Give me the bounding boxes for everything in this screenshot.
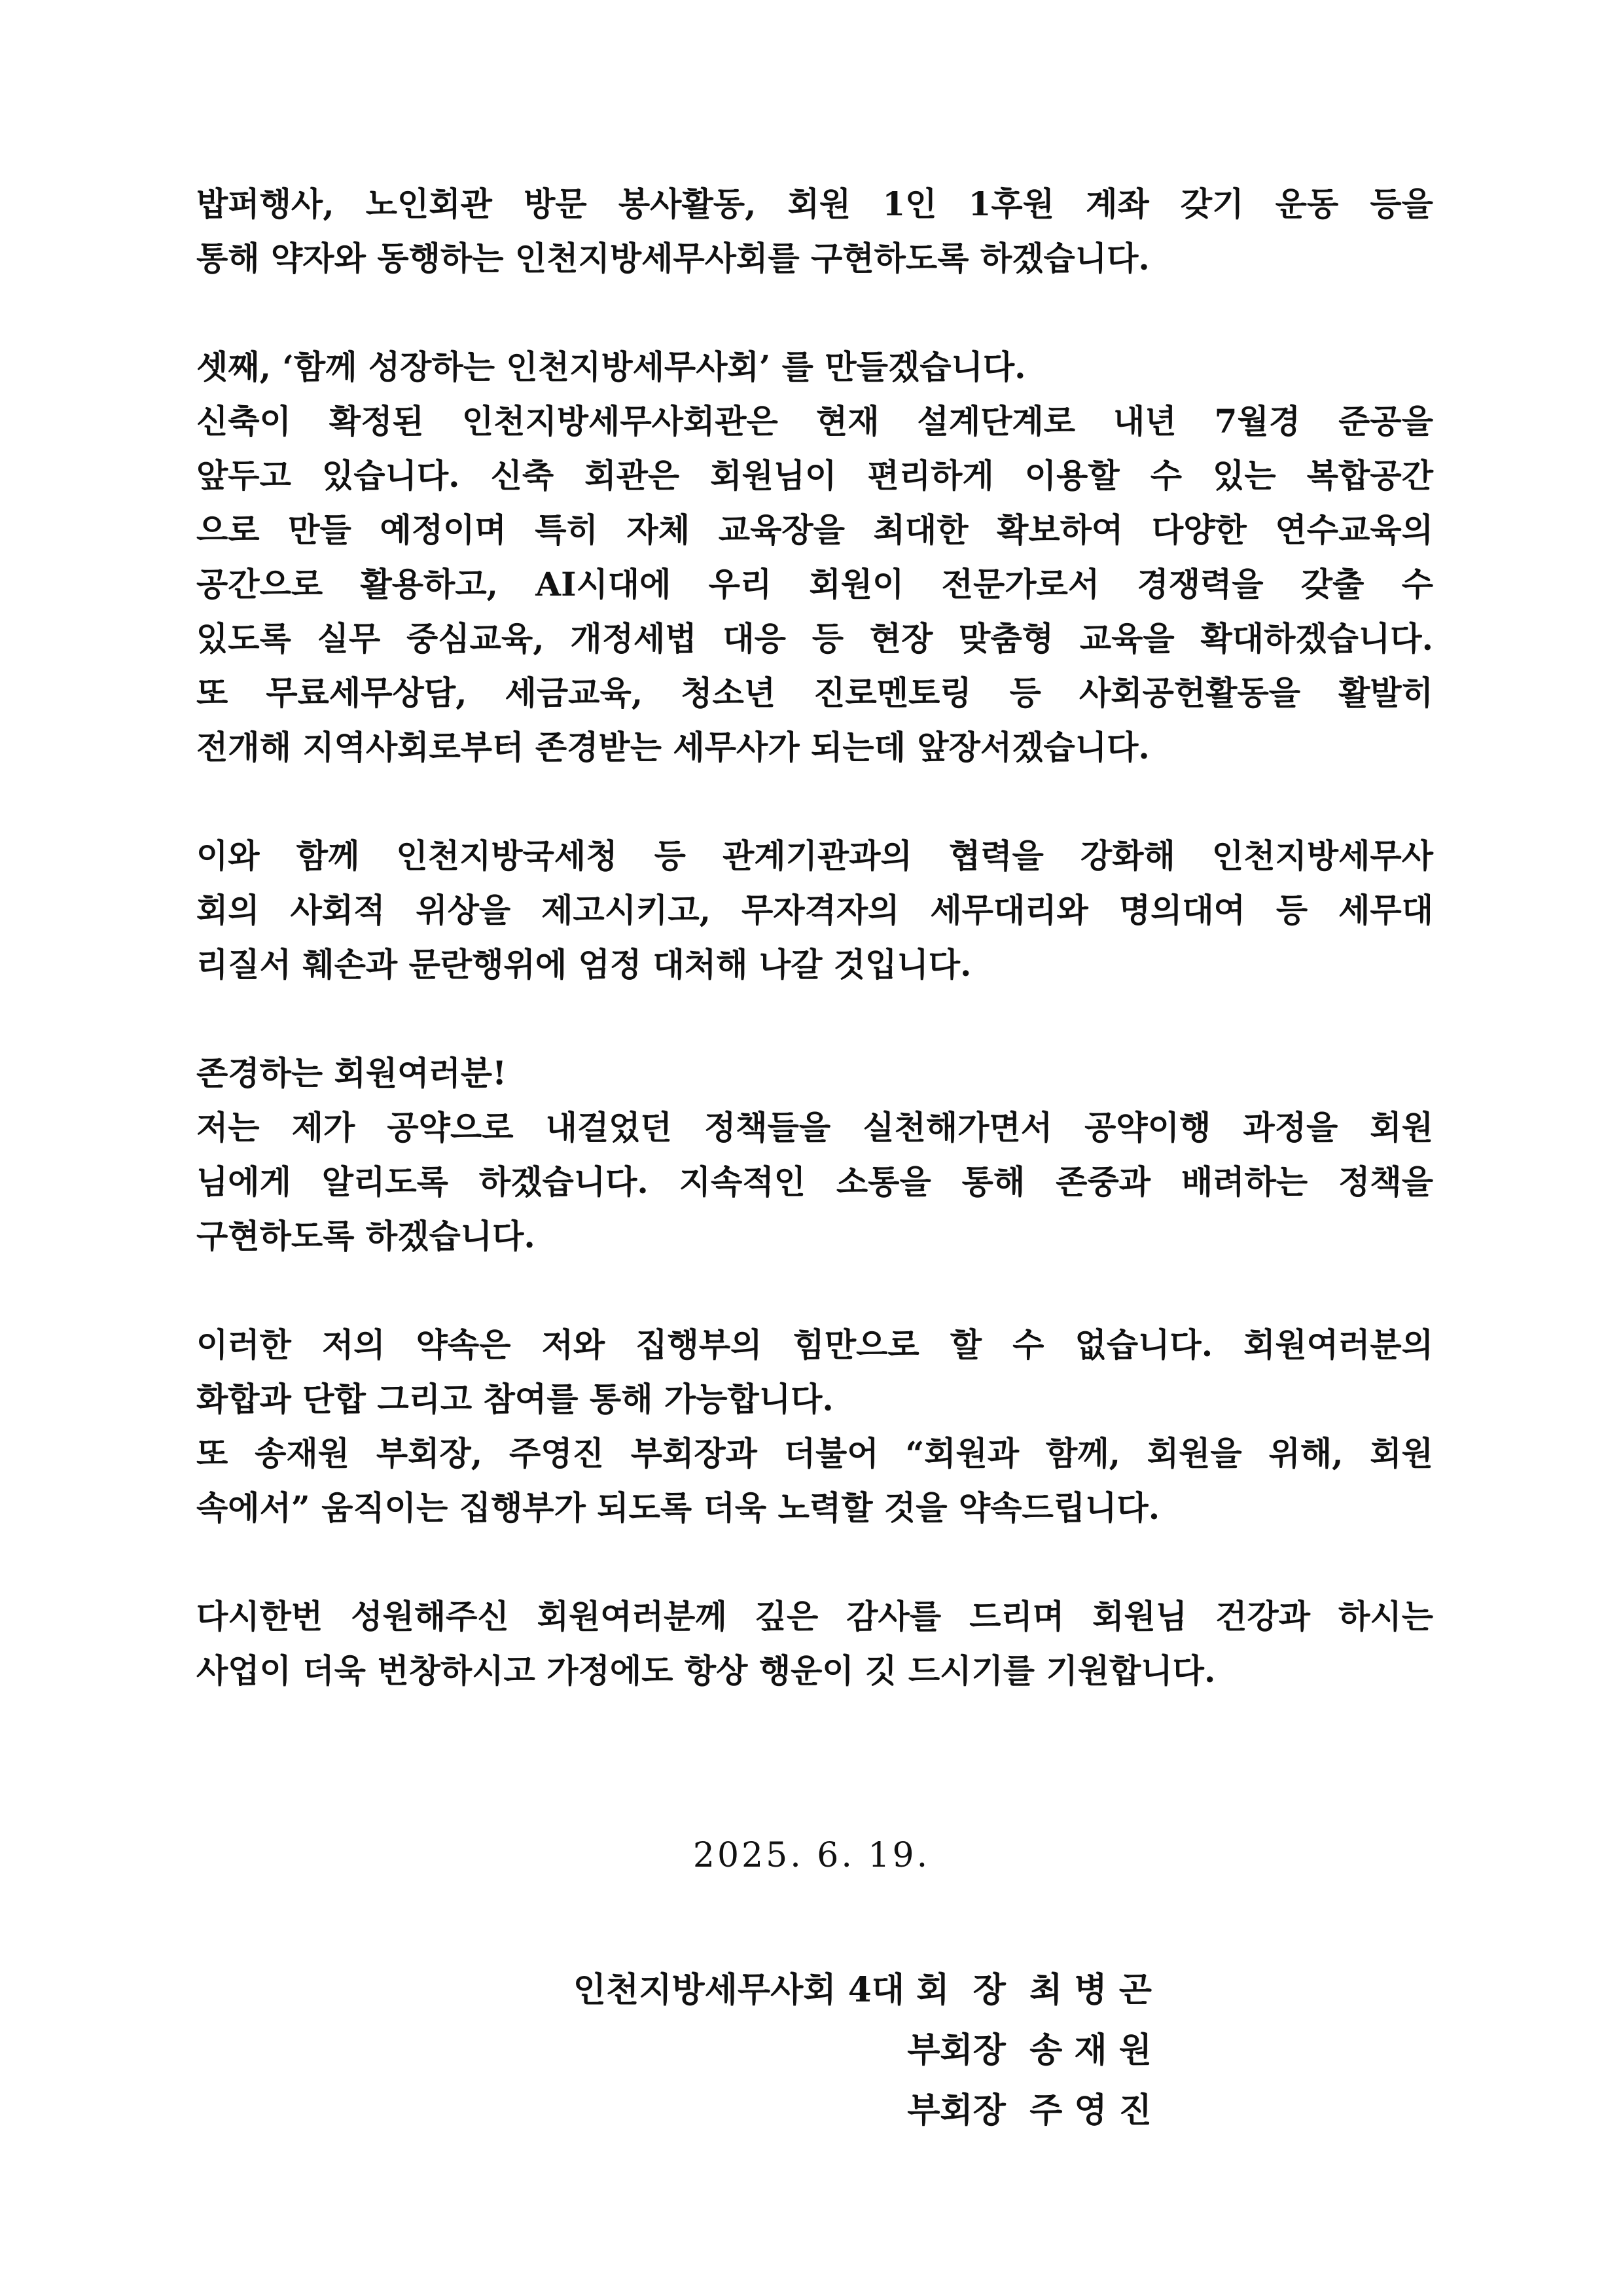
text-line: 셋째, ‘함께 성장하는 인천지방세무사회’ 를 만들겠습니다. — [196, 348, 1026, 386]
text-line: 공간으로 활용하고, AI시대에 우리 회원이 전문가로서 경쟁력을 갖출 수 — [196, 565, 1433, 603]
paragraph-third-pledge — [196, 340, 1433, 774]
paragraph-promise — [196, 1318, 1433, 1535]
text-line: 속에서” 움직이는 집행부가 되도록 더욱 노력할 것을 약속드립니다. — [196, 1488, 1160, 1527]
text-line: 전개해 지역사회로부터 존경받는 세무사가 되는데 앞장서겠습니다. — [196, 728, 1150, 766]
text-line: 있도록 실무 중심교육, 개정세법 대응 등 현장 맞춤형 교육을 확대하겠습니다. — [196, 619, 1433, 658]
text-line: 님에게 알리도록 하겠습니다. 지속적인 소통을 통해 존중과 배려하는 정책을 — [196, 1162, 1433, 1201]
text-line: 또 송재원 부회장, 주영진 부회장과 더불어 “회원과 함께, 회원을 위해, 회원 — [196, 1434, 1433, 1473]
text-line: 또 무료세무상담, 세금교육, 청소년 진로멘토링 등 사회공헌활동을 활발히 — [196, 673, 1433, 712]
text-line: 회의 사회적 위상을 제고시키고, 무자격자의 세무대리와 명의대여 등 세무대 — [196, 891, 1433, 929]
text-line: 밥퍼행사, 노인회관 방문 봉사활동, 회원 1인 1후원 계좌 갖기 운동 등을 — [196, 185, 1433, 223]
signature-line: 부회장 송 재 원 — [907, 2030, 1152, 2070]
text-line: 다시한번 성원해주신 회원여러분께 깊은 감사를 드리며 회원님 건강과 하시는 — [196, 1597, 1433, 1636]
signature-president — [573, 1960, 1152, 2020]
signature-line: 부회장 주 영 진 — [907, 2090, 1152, 2130]
signature-vice-president-2 — [907, 2081, 1152, 2141]
text-line: 사업이 더욱 번창하시고 가정에도 항상 행운이 깃 드시기를 기원합니다. — [196, 1651, 1216, 1690]
letter-date: 2025. 6. 19. — [692, 1836, 931, 1875]
text-line: 화합과 단합 그리고 참여를 통해 가능합니다. — [196, 1380, 834, 1418]
signature-vice-president-1 — [907, 2020, 1152, 2081]
text-line: 신축이 확정된 인천지방세무사회관은 현재 설계단계로 내년 7월경 준공을 — [196, 402, 1433, 440]
text-line: 통해 약자와 동행하는 인천지방세무사회를 구현하도록 하겠습니다. — [196, 239, 1150, 278]
text-line: 이러한 저의 약속은 저와 집행부의 힘만으로 할 수 없습니다. 회원여러분의 — [196, 1325, 1433, 1364]
text-line: 앞두고 있습니다. 신축 회관은 회원님이 편리하게 이용할 수 있는 복합공간 — [196, 456, 1433, 495]
letter-body — [196, 177, 1433, 1752]
paragraph-volunteer — [196, 177, 1433, 285]
signature-line: 인천지방세무사회 4대 회 장 최 병 곤 — [573, 1970, 1152, 2010]
text-line: 존경하는 회원여러분! — [196, 1054, 507, 1092]
text-line: 구현하도록 하겠습니다. — [196, 1217, 535, 1255]
text-line: 으로 만들 예정이며 특히 자체 교육장을 최대한 확보하여 다양한 연수교육의 — [196, 511, 1433, 549]
paragraph-cooperation — [196, 829, 1433, 992]
paragraph-members-address — [196, 1046, 1433, 1263]
text-line: 리질서 훼손과 문란행위에 엄정 대처해 나갈 것입니다. — [196, 945, 972, 984]
paragraph-closing — [196, 1589, 1433, 1698]
text-line: 저는 제가 공약으로 내걸었던 정책들을 실천해가면서 공약이행 과정을 회원 — [196, 1108, 1433, 1147]
text-line: 이와 함께 인천지방국세청 등 관계기관과의 협력을 강화해 인천지방세무사 — [196, 836, 1433, 875]
